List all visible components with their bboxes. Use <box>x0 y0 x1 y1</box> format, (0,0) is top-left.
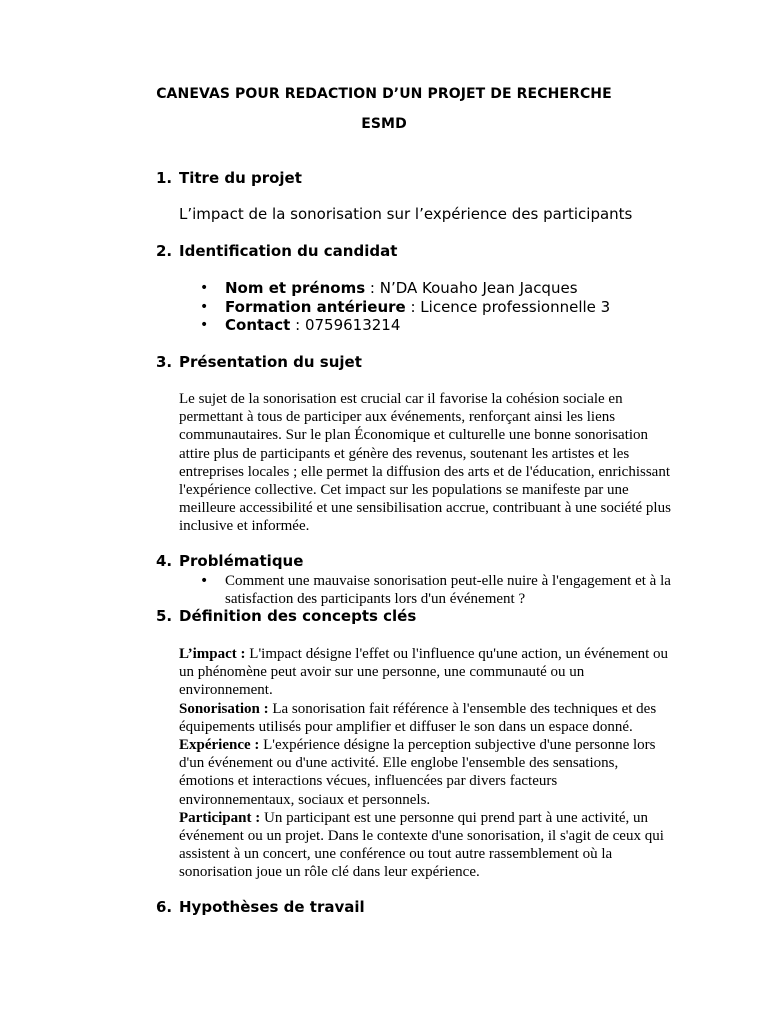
definition-text: Un participant est une personne qui prend part à une activité, un événement ou un projet. Dans le contexte d'une sonorisation, il s'agit de ceux qui assistent à un concert, une conférence ou tout autre rassemblement où la sonorisation joue un rôle clé dans leur expérience. <box>179 809 664 881</box>
section-heading-titre <box>156 169 302 187</box>
paragraph-text: Le sujet de la sonorisation est crucial car il favorise la cohésion sociale en permettant à tous de participer aux événements, renforçant ainsi les liens communautaires. Sur le plan Économique et culturelle une bonne sonorisation attire plus de participants et génère des revenus, soutenant les artistes et les entreprises locales ; elle permet la diffusion des arts et de l'éducation, enrichissant l'expérience collective. Cet impact sur les populations se manifeste par une meilleure accessibilité et une sensibilisation accrue, contribuant à une société plus inclusive et informée. <box>179 391 671 535</box>
section-number: 3. <box>156 353 173 371</box>
document-title: CANEVAS POUR REDACTION D’UN PROJET DE RECHERCHE <box>156 86 612 102</box>
list-item <box>200 572 680 608</box>
candidate-info-list <box>200 279 610 335</box>
section-title: Problématique <box>179 552 304 570</box>
section-heading-problematique <box>156 552 303 570</box>
question-text: Comment une mauvaise sonorisation peut-elle nuire à l'engagement et à la satisfaction des participants lors d'un événement ? <box>225 573 671 608</box>
list-item <box>200 298 610 317</box>
section-heading-identification <box>156 242 397 260</box>
definition-term: L’impact : <box>179 646 246 662</box>
section-title: Présentation du sujet <box>179 353 362 371</box>
definition-text: La sonorisation fait référence à l'ensemble des techniques et des équipements utilisés pour amplifier et diffuser le son dans un espace donné. <box>179 700 657 735</box>
definition-term: Sonorisation : <box>179 700 269 717</box>
definition-item <box>179 809 675 882</box>
bullet-icon: • <box>200 298 209 315</box>
presentation-paragraph <box>179 390 679 536</box>
field-value: : 0759613214 <box>290 316 401 334</box>
field-label: Contact <box>225 316 291 334</box>
field-label: Formation antérieure <box>225 297 406 316</box>
document-subtitle: ESMD <box>361 116 407 132</box>
section-heading-hypotheses <box>156 898 365 916</box>
definition-term: Participant : <box>179 809 261 826</box>
section-title: Identification du candidat <box>179 242 398 260</box>
field-value: : N’DA Kouaho Jean Jacques <box>365 279 578 297</box>
section-number: 5. <box>156 607 173 625</box>
definitions-block <box>179 645 675 882</box>
section-title: Titre du projet <box>179 169 302 187</box>
section-title: Définition des concepts clés <box>179 607 417 625</box>
section-number: 6. <box>156 898 173 916</box>
field-value: : Licence professionnelle 3 <box>405 297 611 316</box>
section-number: 2. <box>156 242 173 260</box>
definition-item <box>179 736 675 809</box>
bullet-icon: • <box>200 573 209 589</box>
section-title: Hypothèses de travail <box>179 898 365 916</box>
definition-item <box>179 700 675 736</box>
section-heading-definitions <box>156 607 416 625</box>
definition-text: L'impact désigne l'effet ou l'influence qu'une action, un événement ou un phénomène peut avoir sur une personne, une communauté ou un environnement. <box>179 646 669 699</box>
list-item <box>200 316 610 335</box>
section-number: 4. <box>156 552 173 570</box>
field-label: Nom et prénoms <box>225 279 366 297</box>
definition-item <box>179 645 675 700</box>
definition-text: L'expérience désigne la perception subjective d'une personne lors d'un événement ou d'une activité. Elle englobe l'ensemble des sensations, émotions et interactions vécues, influencées par divers facteurs environnementaux, sociaux et personnels. <box>179 737 656 808</box>
section-heading-presentation <box>156 353 362 371</box>
bullet-icon: • <box>200 280 209 296</box>
definition-term: Expérience : <box>179 737 260 754</box>
bullet-icon: • <box>200 317 209 333</box>
section-number: 1. <box>156 169 173 187</box>
project-title-text: L’impact de la sonorisation sur l’expérience des participants <box>179 205 633 223</box>
list-item <box>200 279 610 298</box>
